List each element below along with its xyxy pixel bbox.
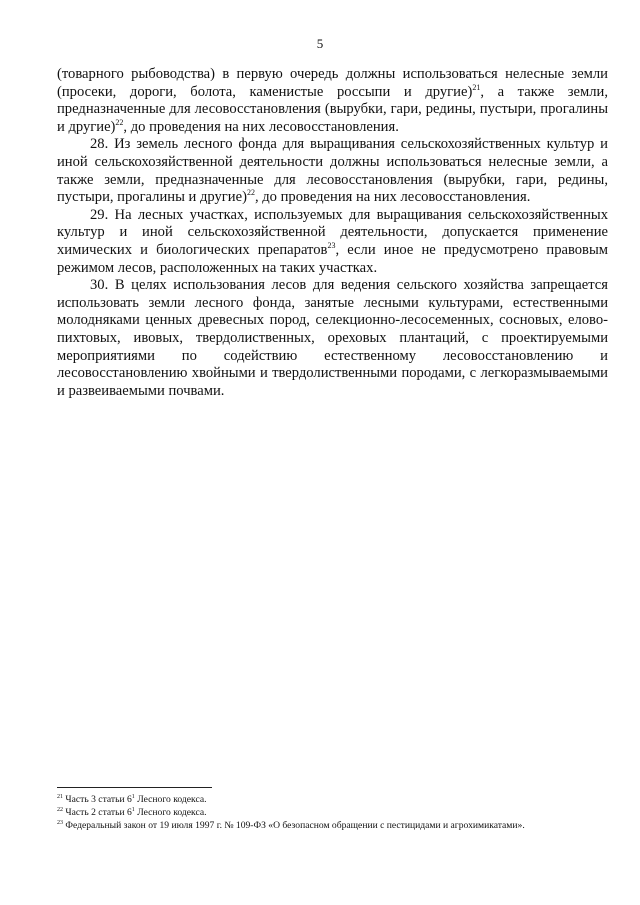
paragraph-text: , а также земли, предназначенные для лесовосстановления (вырубки, гари, редины, пустыри, прогалины и другие)	[57, 83, 609, 135]
footnote-text: Часть 2 статьи 6	[63, 807, 132, 818]
footnote-22	[57, 806, 617, 819]
paragraph-continuation	[57, 66, 608, 136]
footnote-21	[57, 793, 617, 806]
footnote-number: 21	[57, 794, 63, 800]
footnote-divider	[57, 787, 212, 788]
paragraph-29	[57, 207, 608, 277]
paragraph-text: , до проведения на них лесовосстановления.	[123, 118, 399, 135]
footnote-number: 22	[57, 807, 63, 813]
paragraph-text: , до проведения на них лесовосстановления.	[254, 189, 531, 206]
footnote-ref-23[interactable]: 23	[327, 240, 336, 250]
footnote-text: Часть 3 статьи 6	[63, 794, 132, 805]
paragraph-text: 28. Из земель лесного фонда для выращивания сельскохозяйственных культур и иной сельскохозяйственной деятельности должны использоваться нелесные земли, а также земли, предназначенные для лесовосстановления (вырубки, гари, редины, пустыри, прогалины и другие)	[57, 136, 608, 206]
document-body	[57, 66, 608, 400]
footnote-text: Лесного кодекса.	[134, 794, 207, 805]
paragraph-text: (товарного рыбоводства) в первую очередь должны использоваться нелесные земли (просеки, дороги, болота, каменистые россыпи и другие)	[57, 66, 608, 100]
paragraph-30	[57, 277, 608, 400]
footnote-text: Лесного кодекса.	[134, 807, 207, 818]
article-superscript: 1	[131, 794, 135, 800]
footnote-number: 23	[57, 820, 63, 826]
footnote-ref-22[interactable]: 22	[115, 117, 124, 127]
page-number: 5	[316, 36, 324, 51]
paragraph-text: 30. В целях использования лесов для ведения сельского хозяйства запрещается использовать земли лесного фонда, занятые лесными культурами, естественными молодняками ценных древесных пород, селекционно-лесосеменных, сосновых, елово-пихтовых, ивовых, твердолиственных, ореховых плантаций, с проектируемыми мероприятиями по содействию естественному лесовосстановлению и лесовосстановлению хвойными и твердолиственными породами, с легкоразмываемыми и развеиваемыми почвами.	[57, 277, 608, 399]
footnote-text: Федеральный закон от 19 июля 1997 г. № 109-ФЗ «О безопасном обращении с пестицидами и агрохимикатами».	[63, 820, 525, 831]
paragraph-28	[57, 136, 608, 206]
paragraph-text: , если иное не предусмотрено правовым режимом лесов, расположенных на таких участках.	[57, 241, 608, 276]
footnote-23	[57, 819, 617, 832]
paragraph-text: 29. На лесных участках, используемых для выращивания сельскохозяйственных культур и иной сельскохозяйственной деятельности, допускается применение химических и биологических препаратов	[57, 206, 608, 258]
footnote-ref-22[interactable]: 22	[246, 188, 255, 198]
footnotes	[57, 793, 617, 832]
article-superscript: 1	[131, 807, 135, 813]
footnote-ref-21[interactable]: 21	[472, 82, 481, 92]
